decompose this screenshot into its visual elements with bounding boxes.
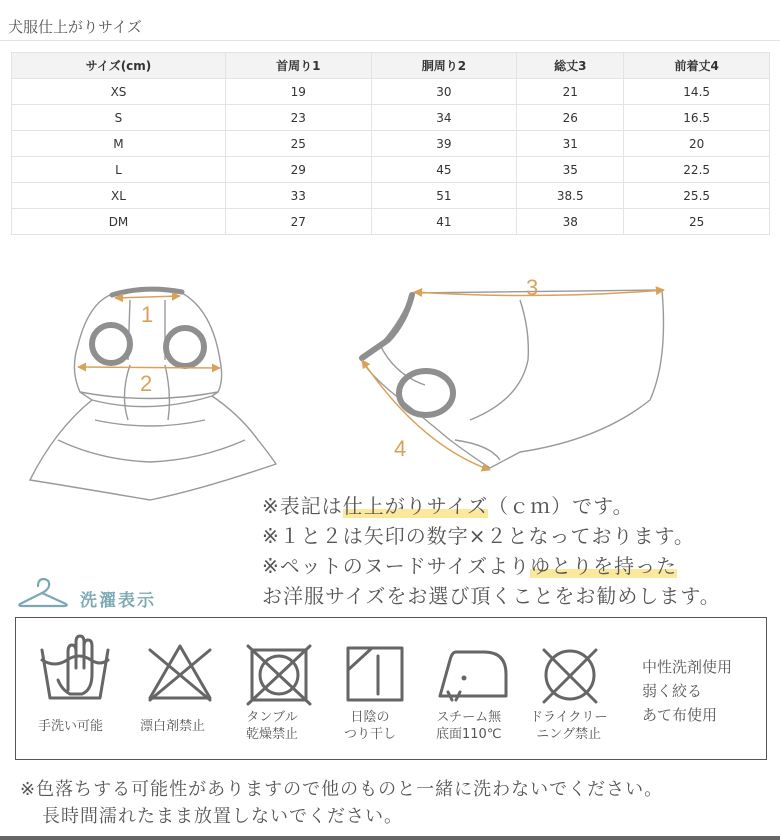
table-cell: 16.5: [624, 105, 770, 131]
caption-line: 底面110℃: [436, 727, 502, 742]
table-cell: 33: [225, 183, 371, 209]
table-cell: 39: [371, 131, 517, 157]
caption-line: スチーム無: [436, 710, 502, 725]
note-1-suffix: （ｃｍ）です。: [488, 494, 634, 518]
page-title: 犬服仕上がりサイズ: [8, 18, 142, 36]
table-cell: DM: [12, 209, 226, 235]
table-cell: 19: [225, 79, 371, 105]
label-3: 3: [526, 275, 539, 300]
care-extra-line: 中性洗剤使用: [642, 658, 733, 676]
care-extra-line: あて布使用: [642, 706, 718, 724]
note-line-4: お洋服サイズをお選び頂くことをお勧めします。: [262, 584, 721, 608]
no-dry-clean-icon: [544, 650, 596, 702]
label-2: 2: [140, 371, 153, 396]
caption-line: 手洗い可能: [38, 719, 104, 734]
caption-line: つり干し: [344, 727, 397, 742]
care-extra-notes: [642, 655, 732, 727]
footer-line-2: 長時間濡れたまま放置しないでください。: [42, 806, 403, 827]
table-cell: 25.5: [624, 183, 770, 209]
table-cell: 35: [517, 157, 624, 183]
caption-no-bleach: [140, 718, 205, 735]
table-cell: 14.5: [624, 79, 770, 105]
table-cell: M: [12, 131, 226, 157]
table-cell: XS: [12, 79, 226, 105]
note-1-prefix: ※表記は: [262, 494, 343, 518]
table-cell: 23: [225, 105, 371, 131]
label-1: 1: [141, 302, 154, 327]
table-cell: 31: [517, 131, 624, 157]
iron-icon: [440, 652, 506, 700]
caption-hand-wash: [38, 718, 103, 735]
header-neck: 首周り1: [225, 53, 371, 79]
footer-line-1: ※色落ちする可能性がありますので他のものと一緒に洗わないでください。: [20, 779, 664, 800]
caption-line: ドライクリー: [530, 710, 608, 725]
no-bleach-icon: [150, 646, 210, 700]
no-tumble-dry-icon: [248, 646, 310, 704]
drip-dry-shade-icon: [348, 648, 402, 700]
table-cell: 30: [371, 79, 517, 105]
bottom-bar: [0, 836, 780, 840]
header-chest: 胴周り2: [371, 53, 517, 79]
caption-line: 日陰の: [350, 710, 390, 725]
note-line-2: ※１と２は矢印の数字×２となっております。: [262, 524, 695, 548]
header-size: サイズ(cm): [12, 53, 226, 79]
caption-no-dry-clean: [530, 709, 607, 743]
table-cell: XL: [12, 183, 226, 209]
table-cell: S: [12, 105, 226, 131]
label-4: 4: [394, 436, 407, 461]
table-cell: 20: [624, 131, 770, 157]
caption-line: タンブル: [246, 710, 298, 725]
table-cell: 22.5: [624, 157, 770, 183]
table-cell: 25: [624, 209, 770, 235]
note-3-highlight: ゆとりを持った: [530, 554, 678, 578]
header-length: 総丈3: [517, 53, 624, 79]
hand-wash-icon: [42, 636, 108, 698]
caption-line: 漂白剤禁止: [140, 719, 206, 734]
footer-notes: [20, 776, 663, 830]
caption-line: 乾燥禁止: [246, 727, 299, 742]
caption-line: ニング禁止: [536, 727, 602, 742]
table-cell: 27: [225, 209, 371, 235]
washing-label: 洗濯表示: [80, 591, 156, 611]
table-cell: 21: [517, 79, 624, 105]
header-front-length: 前着丈4: [624, 53, 770, 79]
table-cell: 26: [517, 105, 624, 131]
table-cell: 34: [371, 105, 517, 131]
caption-iron: [436, 709, 501, 743]
table-cell: 25: [225, 131, 371, 157]
table-cell: 29: [225, 157, 371, 183]
table-cell: 51: [371, 183, 517, 209]
table-cell: 41: [371, 209, 517, 235]
caption-no-tumble-dry: [246, 709, 298, 743]
table-cell: 38.5: [517, 183, 624, 209]
table-cell: 38: [517, 209, 624, 235]
note-3-prefix: ※ペットのヌードサイズより: [262, 554, 531, 578]
note-1-highlight: 仕上がりサイズ: [342, 494, 489, 518]
care-extra-line: 弱く絞る: [642, 682, 703, 700]
table-cell: L: [12, 157, 226, 183]
caption-drip-dry: [344, 709, 396, 743]
table-cell: 45: [371, 157, 517, 183]
